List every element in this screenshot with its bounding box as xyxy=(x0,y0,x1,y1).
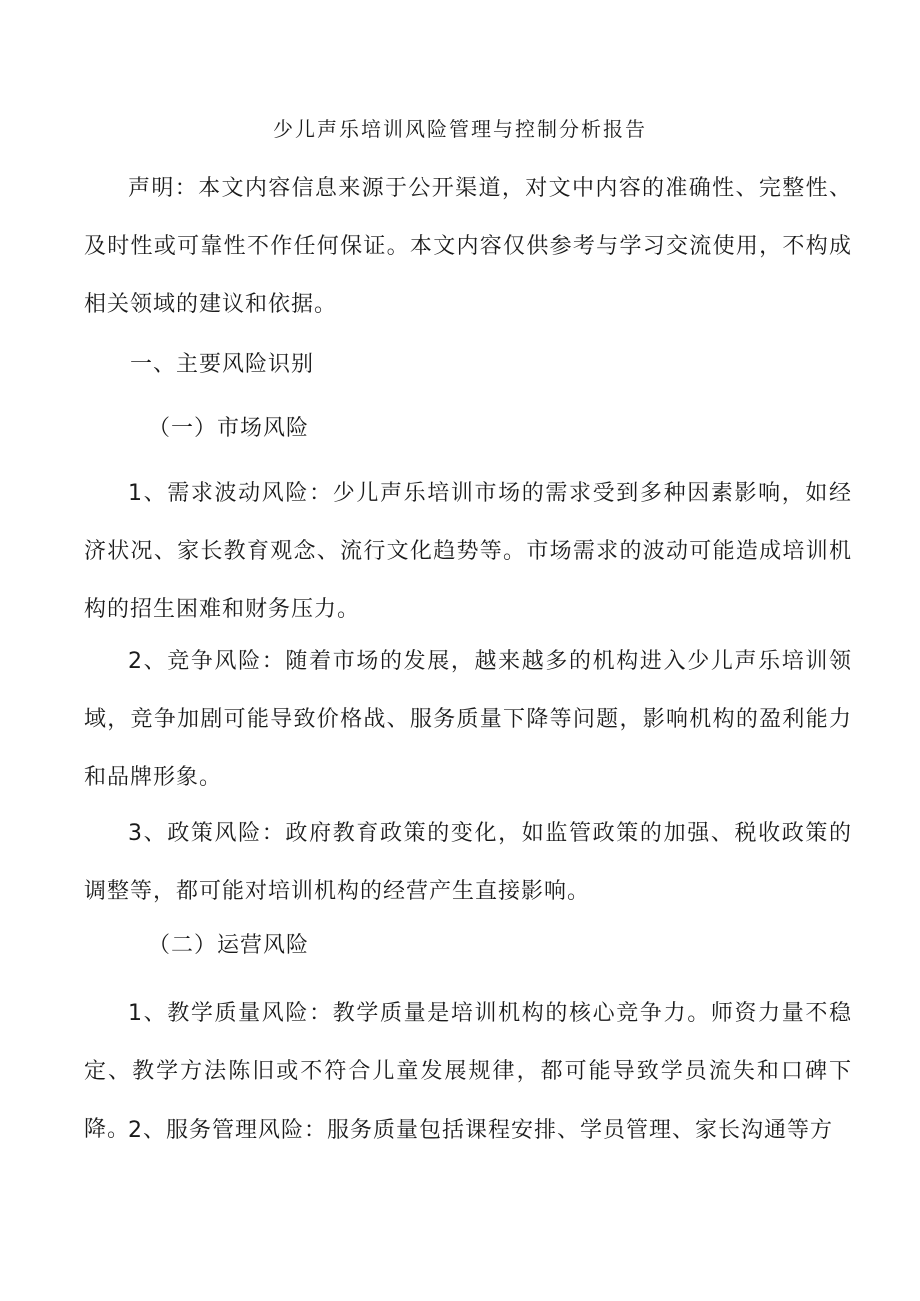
paragraph-policy-risk: 3、政策风险：政府教育政策的变化，如监管政策的加强、税收政策的调整等，都可能对培训机构的经营产生直接影响。 xyxy=(84,821,852,904)
disclaimer-paragraph: 声明：本文内容信息来源于公开渠道，对文中内容的准确性、完整性、及时性或可靠性不作任何保证。本文内容仅供参考与学习交流使用，不构成相关领域的建议和依据。 xyxy=(84,176,852,317)
paragraph-demand-fluctuation-risk: 1、需求波动风险：少儿声乐培训市场的需求受到多种因素影响，如经济状况、家长教育观念、流行文化趋势等。市场需求的波动可能造成培训机构的招生困难和财务压力。 xyxy=(84,481,852,622)
section-heading-main-risks: 一、主要风险识别 xyxy=(130,352,315,377)
subsection-heading-market-risk: （一）市场风险 xyxy=(148,416,310,441)
document-title: 少儿声乐培训风险管理与控制分析报告 xyxy=(273,117,647,141)
paragraph-service-management-risk: 2、服务管理风险：服务质量包括课程安排、学员管理、家长沟通等方 xyxy=(128,1118,833,1143)
subsection-heading-operational-risk: （二）运营风险 xyxy=(148,933,310,958)
paragraph-teaching-quality-risk: 1、教学质量风险：教学质量是培训机构的核心竞争力。师资力量不稳定、教学方法陈旧或不符合儿童发展规律，都可能导致学员流失和口碑下降。 xyxy=(84,1001,852,1142)
paragraph-competition-risk: 2、竞争风险：随着市场的发展，越来越多的机构进入少儿声乐培训领域，竞争加剧可能导致价格战、服务质量下降等问题，影响机构的盈利能力和品牌形象。 xyxy=(84,649,852,790)
